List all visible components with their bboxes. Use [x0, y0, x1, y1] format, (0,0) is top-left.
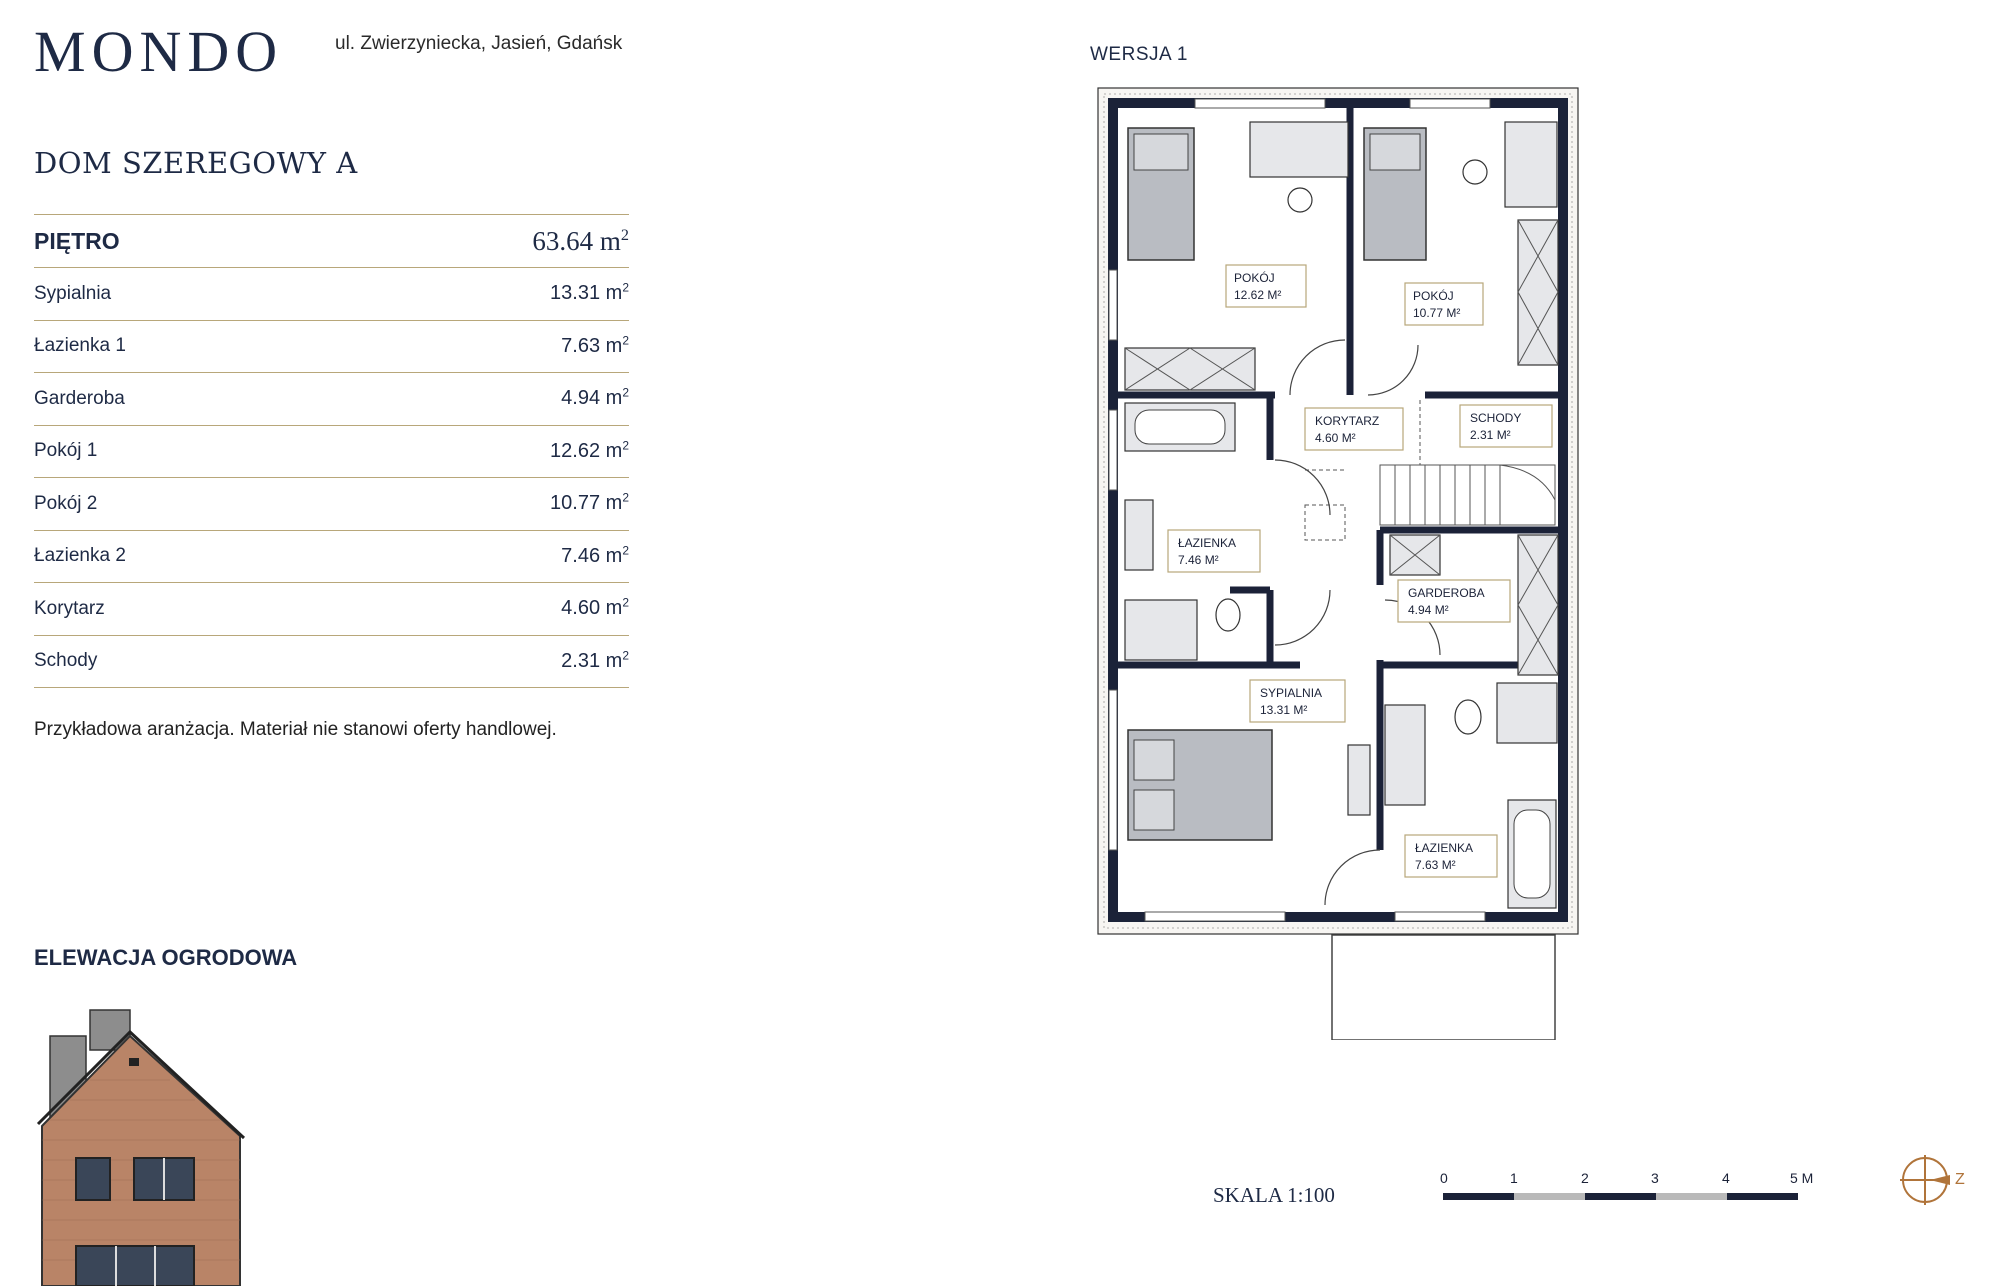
room-area: 2.31 $m^2$ — [561, 648, 629, 672]
house-title: DOM SZEREGOWY A — [34, 146, 358, 180]
closet — [1125, 348, 1255, 390]
room-label: SCHODY — [1470, 411, 1522, 425]
room-area: 10.77 $m^2$ — [550, 490, 629, 515]
room-area: 4.60 $m^2$ — [561, 595, 629, 620]
elevation-title: ELEWACJA OGRODOWA — [34, 945, 298, 970]
room-area-label: 4.94 M² — [1408, 603, 1449, 617]
room-area-label: 7.46 M² — [1178, 553, 1219, 567]
area-row — [34, 635, 629, 689]
compass-icon — [1900, 1150, 1990, 1210]
area-row — [34, 530, 629, 583]
room-label: ŁAZIENKA — [1178, 536, 1237, 550]
area-row — [34, 267, 629, 320]
area-table — [34, 214, 629, 688]
window-upper-left — [76, 1158, 110, 1200]
plan-version: WERSJA 1 — [1090, 44, 1188, 65]
floor-plan — [1090, 80, 1600, 1040]
compass-letter: Z — [1955, 1171, 1965, 1188]
area-row — [34, 425, 629, 478]
room-area: 12.62 $m^2$ — [550, 438, 629, 462]
vent — [129, 1058, 139, 1066]
scale-bar — [1440, 1165, 1840, 1205]
scale-tick: 4 — [1722, 1170, 1730, 1186]
room-label: ŁAZIENKA — [1415, 841, 1474, 855]
scale-tick: 1 — [1510, 1170, 1518, 1186]
room-area-label: 2.31 M² — [1470, 428, 1511, 442]
address: ul. Zwierzyniecka, Jasień, Gdańsk — [335, 33, 623, 54]
room-name: Pokój 1 — [34, 440, 98, 462]
scale-label: SKALA 1:100 — [1213, 1183, 1335, 1207]
terrace — [1332, 935, 1555, 1040]
room-name: Sypialnia — [34, 282, 112, 304]
desk — [1250, 122, 1348, 177]
room-area: 7.63 $m^2$ — [561, 333, 629, 357]
area-row — [34, 477, 629, 530]
room-area-label: 12.62 M² — [1234, 288, 1282, 302]
garden-elevation-drawing — [30, 1000, 250, 1286]
room-label: SYPIALNIA — [1260, 686, 1323, 700]
floor-total-row — [34, 214, 629, 267]
scale-tick: 0 — [1440, 1170, 1448, 1186]
room-name: Schody — [34, 650, 98, 672]
area-row — [34, 372, 629, 425]
room-name: Łazienka 1 — [34, 335, 126, 357]
room-label: GARDEROBA — [1408, 586, 1485, 600]
window-lower — [76, 1246, 194, 1286]
disclaimer: Przykładowa aranżacja. Materiał nie stanowi oferty handlowej. — [34, 719, 557, 740]
room-name: Korytarz — [34, 597, 105, 619]
area-row — [34, 320, 629, 373]
scale-tick: 3 — [1651, 1170, 1659, 1186]
room-area: 4.94 $m^2$ — [561, 385, 629, 410]
room-label: POKÓJ — [1234, 271, 1275, 285]
room-area-label: 10.77 M² — [1413, 306, 1461, 320]
area-row — [34, 582, 629, 635]
room-area: 13.31 $m^2$ — [550, 280, 629, 305]
room-name: Pokój 2 — [34, 492, 98, 514]
shower-2 — [1125, 600, 1197, 660]
shower-1 — [1497, 683, 1557, 743]
room-name: Łazienka 2 — [34, 545, 126, 567]
floor-label: PIĘTRO — [34, 227, 120, 254]
floor-total: 63.64 $m^2$ — [532, 225, 629, 256]
room-label: POKÓJ — [1413, 289, 1454, 303]
room-area: 7.46 $m^2$ — [561, 543, 629, 567]
room-label: KORYTARZ — [1315, 414, 1380, 428]
room-area-label: 7.63 M² — [1415, 858, 1456, 872]
brand-logo: MONDO — [34, 19, 284, 84]
scale-tick: 5 M — [1790, 1170, 1814, 1186]
room-name: Garderoba — [34, 387, 125, 409]
scale-tick: 2 — [1581, 1170, 1589, 1186]
room-area-label: 13.31 M² — [1260, 703, 1308, 717]
wardrobe — [1518, 220, 1558, 365]
room-area-label: 4.60 M² — [1315, 431, 1356, 445]
